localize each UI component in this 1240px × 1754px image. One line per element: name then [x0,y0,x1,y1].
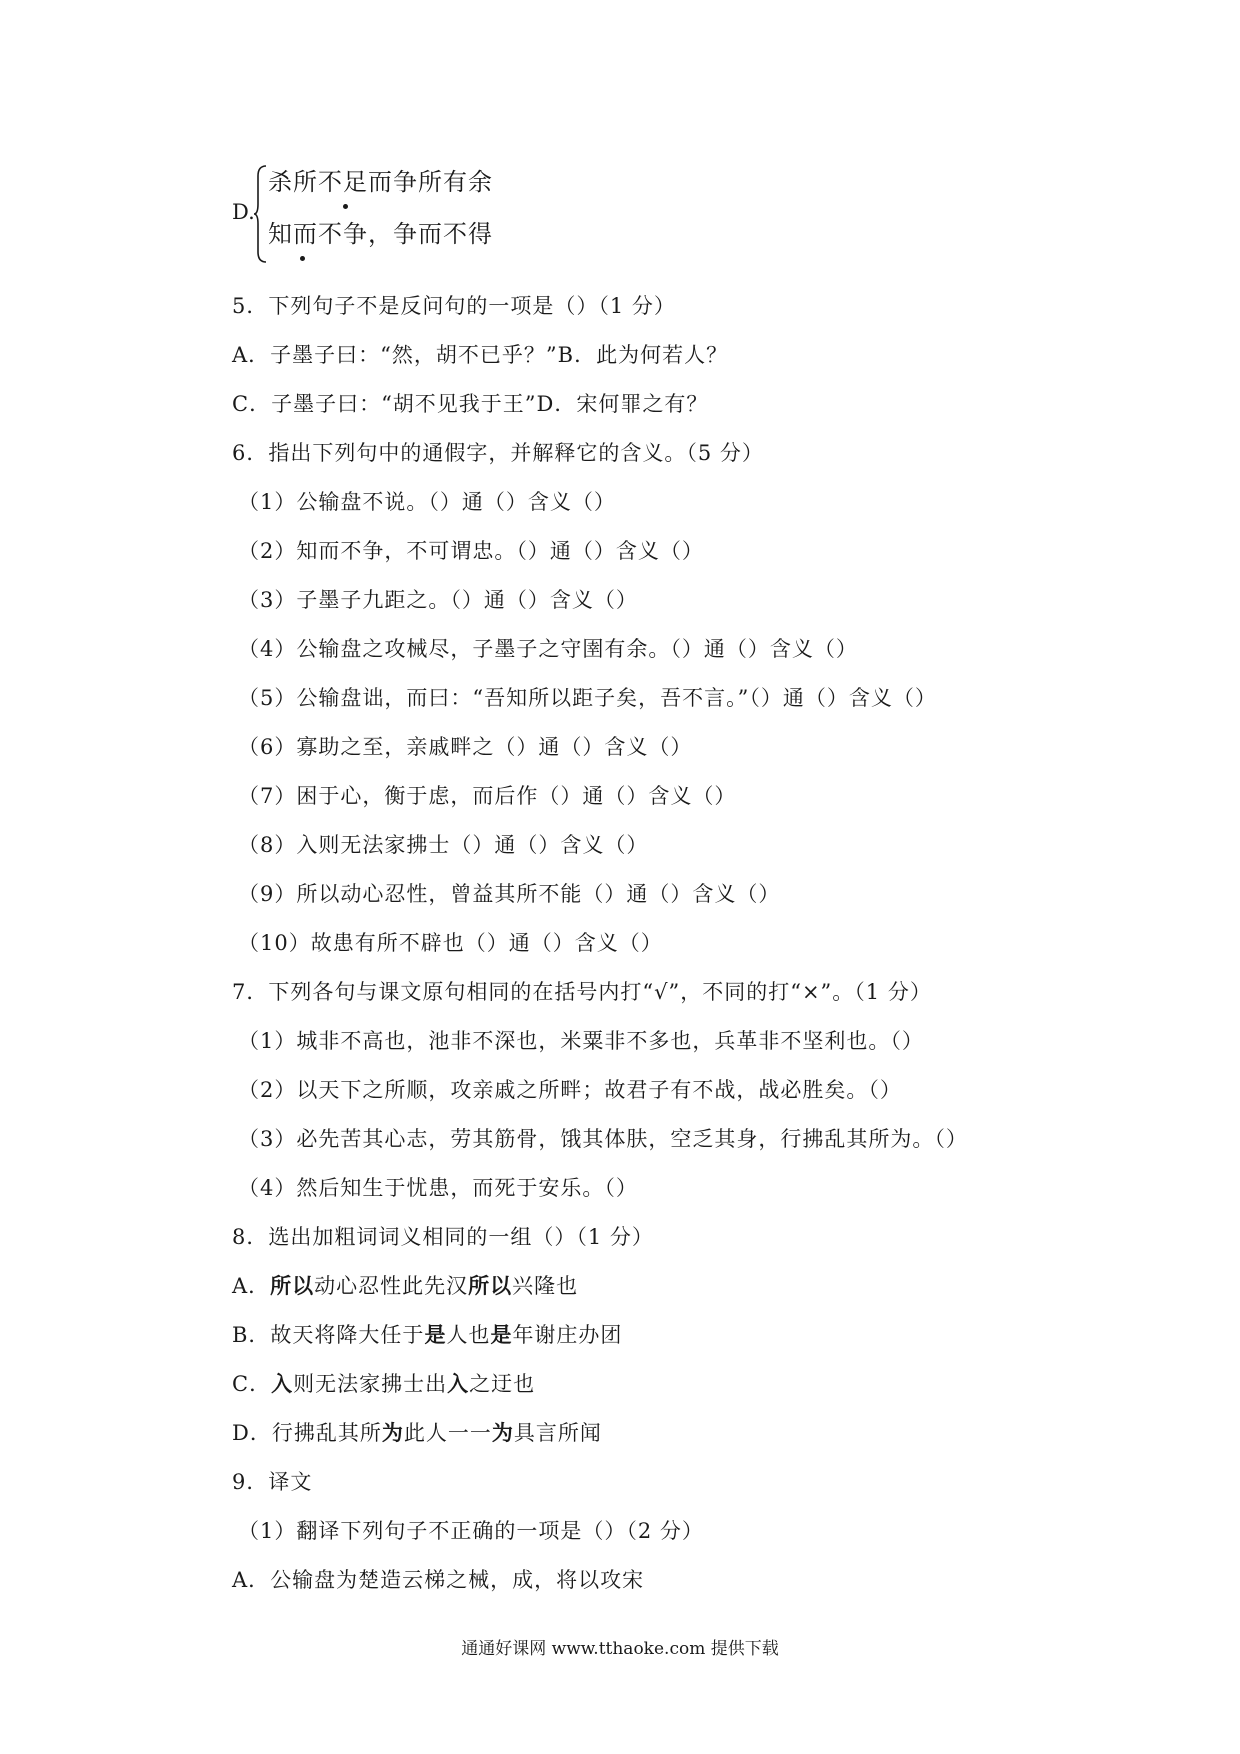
question-6-stem: 6．指出下列句中的通假字，并解释它的含义。（5 分） [232,441,764,465]
question-9-option-a: A．公输盘为楚造云梯之械，成，将以攻宋 [232,1568,645,1592]
question-7-item: （2）以天下之所顺，攻亲戚之所畔；故君子有不战，战必胜矣。（） [238,1078,902,1102]
question-9-sub-1: （1）翻译下列句子不正确的一项是（）（2 分） [238,1519,704,1543]
question-7-stem: 7．下列各句与课文原句相同的在括号内打“√”，不同的打“×”。（1 分） [232,980,932,1004]
option-d-line-2: 知而不争，争而不得 [268,220,493,248]
question-6-item: （1）公输盘不说。（）通（）含义（） [238,490,616,514]
question-8-option-c: C．入则无法家拂士出入之迂也 [232,1371,536,1396]
curly-brace-icon [254,164,268,264]
question-7-item: （1）城非不高也，池非不深也，米粟非不多也，兵革非不坚利也。（） [238,1029,924,1053]
option-d-letter: D. [232,200,255,224]
question-7-item: （3）必先苦其心志，劳其筋骨，饿其体肤，空乏其身，行拂乱其所为。（） [238,1127,968,1151]
question-8-stem: 8．选出加粗词词义相同的一组（）（1 分） [232,1225,654,1249]
question-7-item: （4）然后知生于忧患，而死于安乐。（） [238,1176,638,1200]
question-9-stem: 9．译文 [232,1470,313,1494]
question-5-options-cd: C．子墨子曰：“胡不见我于王”D．宋何罪之有？ [232,392,709,416]
question-6-item: （2）知而不争，不可谓忠。（）通（）含义（） [238,539,704,563]
question-6-item: （8）入则无法家拂士（）通（）含义（） [238,833,649,857]
question-6-item: （7）困于心，衡于虑，而后作（）通（）含义（） [238,784,737,808]
question-6-item: （3）子墨子九距之。（）通（）含义（） [238,588,638,612]
question-6-item: （4）公输盘之攻械尽，子墨子之守圉有余。（）通（）含义（） [238,637,858,661]
option-d-line-1: 杀所不足而争所有余 [268,168,493,196]
emphasis-dot [343,204,348,209]
question-6-item: （6）寡助之至，亲戚畔之（）通（）含义（） [238,735,693,759]
question-5-options-ab: A．子墨子曰：“然，胡不已乎？”B．此为何若人？ [232,343,729,367]
page-footer: 通通好课网 www.tthaoke.com 提供下载 [461,1639,779,1659]
question-8-option-a: A．所以动心忍性此先汉所以兴隆也 [232,1273,579,1298]
question-5-stem: 5．下列句子不是反问句的一项是（）（1 分） [232,294,676,318]
emphasis-dot [300,256,305,261]
question-8-option-b: B．故天将降大任于是人也是年谢庄办团 [232,1322,623,1347]
question-6-item: （5）公输盘诎，而曰：“吾知所以距子矣，吾不言。”（）通（）含义（） [238,686,937,710]
option-d-block [232,158,532,266]
question-6-item: （9）所以动心忍性，曾益其所不能（）通（）含义（） [238,882,781,906]
question-6-item: （10）故患有所不辟也（）通（）含义（） [238,931,663,955]
question-8-option-d: D．行拂乱其所为此人一一为具言所闻 [232,1420,602,1445]
